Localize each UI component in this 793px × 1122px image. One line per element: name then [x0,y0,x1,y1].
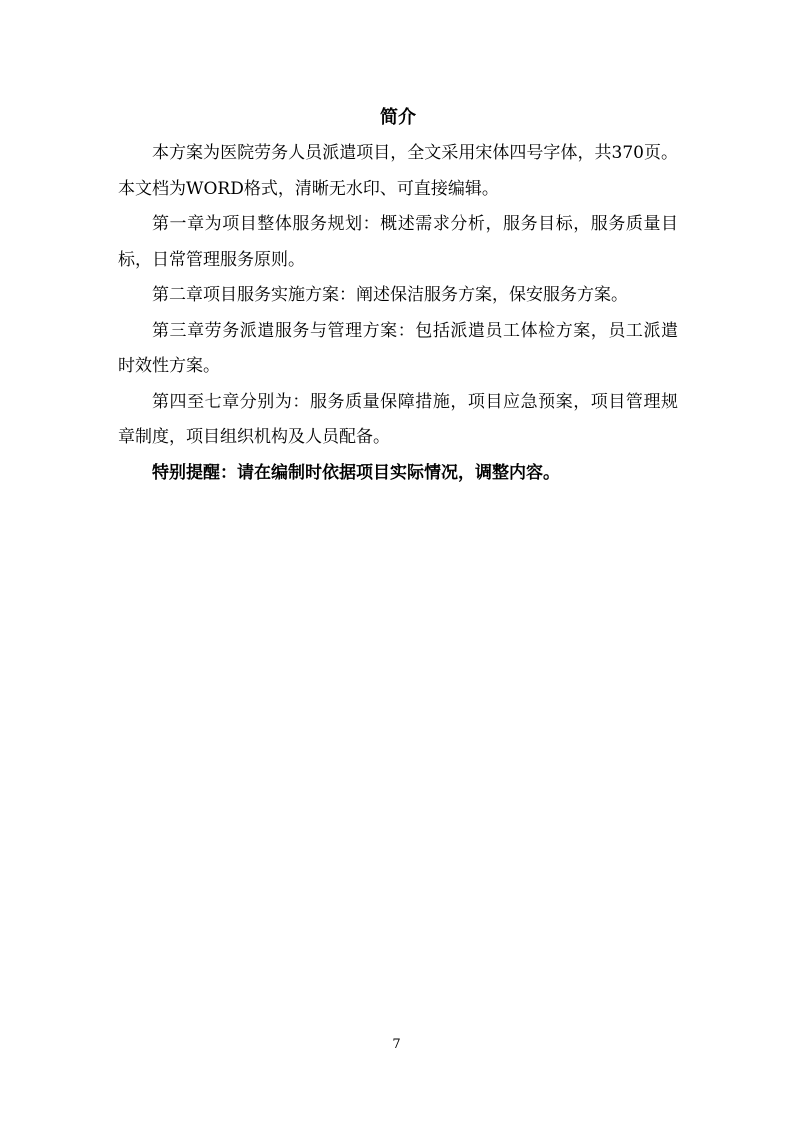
special-reminder: 特别提醒：请在编制时依据项目实际情况，调整内容。 [152,462,560,483]
chapter-three-paragraph: 第三章劳务派遣服务与管理方案：包括派遣员工体检方案，员工派遣时效性方案。 [118,320,678,376]
chapter-four-to-seven-paragraph: 第四至七章分别为：服务质量保障措施，项目应急预案，项目管理规章制度，项目组织机构及人员配备。 [118,391,678,447]
page-title: 简介 [380,107,416,128]
chapter-two-paragraph: 第二章项目服务实施方案：阐述保洁服务方案，保安服务方案。 [152,285,628,305]
page-number: 7 [392,1037,401,1052]
chapter-one-paragraph: 第一章为项目整体服务规划：概述需求分析，服务目标，服务质量目标，日常管理服务原则。 [118,214,678,270]
document-body [118,104,678,491]
intro-paragraph: 本方案为医院劳务人员派遣项目，全文采用宋体四号字体，共370页。本文档为WORD格式，清晰无水印、可直接编辑。 [118,143,678,199]
